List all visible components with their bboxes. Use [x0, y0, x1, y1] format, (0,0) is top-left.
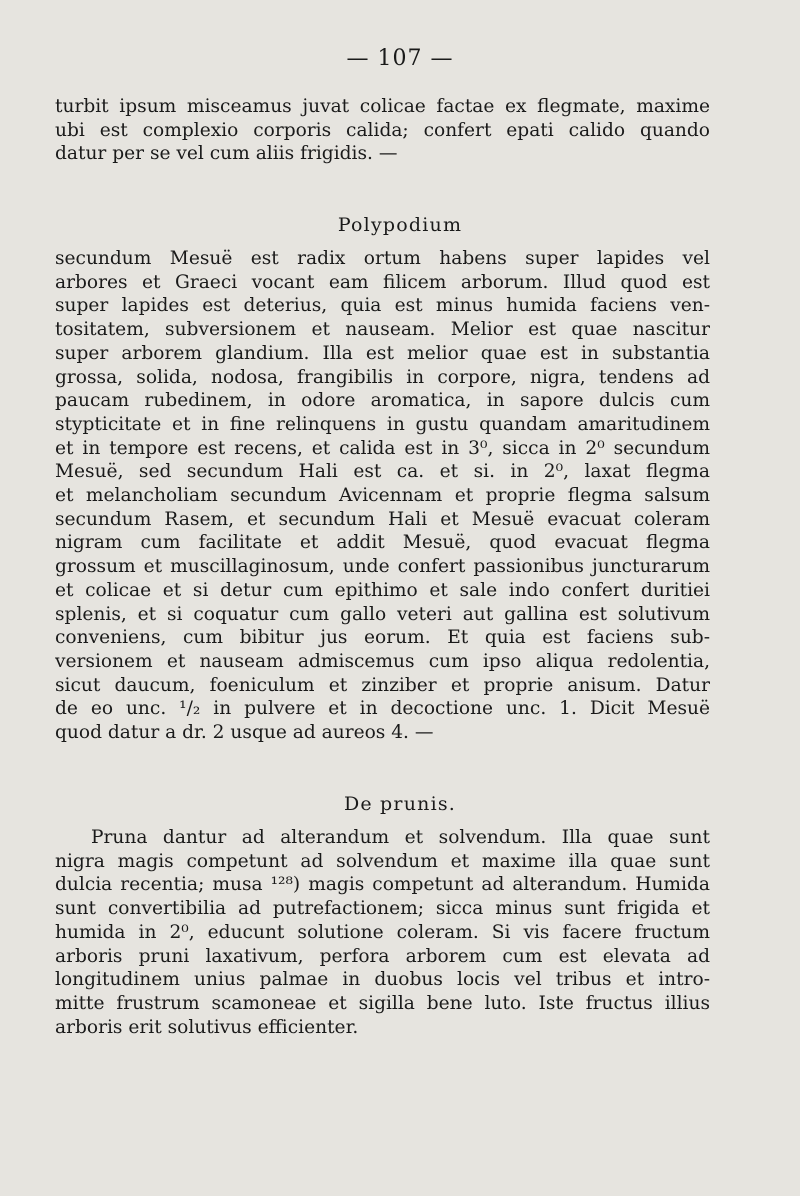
text-line: super arborem glandium. Illa est melior quae est in substantia	[55, 342, 710, 364]
paragraph-intro	[55, 95, 710, 166]
section-heading-de-prunis: De prunis.	[343, 793, 457, 815]
text-line: paucam rubedinem, in odore aromatica, in sapore dulcis cum	[55, 390, 710, 412]
text-line: splenis, et si coquatur cum gallo veteri aut gallina est solutivum	[55, 603, 710, 625]
text-line: Mesuë, sed secundum Hali est ca. et si. in 2⁰, laxat flegma	[55, 461, 710, 483]
paragraph-polypodium	[55, 247, 710, 745]
text-line: arboris erit solutivus efficienter.	[55, 1016, 359, 1038]
text-line: nigram cum facilitate et addit Mesuë, quod evacuat flegma	[55, 532, 710, 554]
text-line: de eo unc. ¹/₂ in pulvere et in decoctione unc. 1. Dicit Mesuë	[55, 698, 710, 720]
text-line: nigra magis competunt ad solvendum et maxime illa quae sunt	[55, 850, 710, 872]
text-line: sunt convertibilia ad putrefactionem; sicca minus sunt frigida et	[55, 898, 710, 920]
page-number: — 107 —	[346, 46, 454, 71]
text-line: arboris pruni laxativum, perfora arborem cum est elevata ad	[55, 945, 710, 967]
text-line: secundum Mesuë est radix ortum habens super lapides vel	[55, 248, 710, 269]
text-line: sicut daucum, foeniculum et zinziber et proprie anisum. Datur	[55, 674, 710, 696]
text-line: tositatem, subversionem et nauseam. Melior est quae nascitur	[55, 319, 710, 341]
text-line: secundum Rasem, et secundum Hali et Mesuë evacuat coleram	[55, 508, 710, 530]
text-line: conveniens, cum bibitur jus eorum. Et quia est faciens sub-	[55, 627, 710, 649]
text-line: dulcia recentia; musa ¹²⁸) magis competunt ad alterandum. Humida	[55, 874, 710, 896]
text-line: mitte frustrum scamoneae et sigilla bene luto. Iste fructus illius	[55, 992, 710, 1014]
text-line: stypticitate et in fine relinquens in gustu quandam amaritudinem	[55, 413, 710, 435]
text-line: et melancholiam secundum Avicennam et proprie flegma salsum	[55, 485, 710, 507]
text-line: super lapides est deterius, quia est minus humida faciens ven-	[55, 295, 710, 317]
text-line: humida in 2⁰, educunt solutione coleram. Si vis facere fructum	[55, 921, 710, 943]
text-line: ubi est complexio corporis calida; confert epati calido quando	[55, 119, 710, 141]
section-heading-polypodium: Polypodium	[337, 214, 463, 236]
text-line: turbit ipsum misceamus juvat colicae factae ex flegmate, maxime	[55, 96, 710, 117]
text-line: longitudinem unius palmae in duobus locis vel tribus et intro-	[55, 969, 710, 991]
text-line: et in tempore est recens, et calida est in 3⁰, sicca in 2⁰ secundum	[55, 437, 710, 459]
text-line: arbores et Graeci vocant eam filicem arborum. Illud quod est	[55, 271, 710, 293]
text-line: datur per se vel cum aliis frigidis. —	[55, 143, 398, 165]
text-line: grossum et muscillaginosum, unde confert passionibus juncturarum	[55, 556, 710, 578]
text-line: et colicae et si detur cum epithimo et sale indo confert duritiei	[55, 579, 710, 601]
paragraph-de-prunis	[55, 826, 710, 1039]
text-line: quod datur a dr. 2 usque ad aureos 4. —	[55, 722, 434, 744]
text-line: grossa, solida, nodosa, frangibilis in corpore, nigra, tendens ad	[55, 366, 710, 388]
text-line: versionem et nauseam admiscemus cum ipso aliqua redolentia,	[55, 650, 710, 672]
text-line: Pruna dantur ad alterandum et solvendum. Illa quae sunt	[91, 827, 710, 848]
